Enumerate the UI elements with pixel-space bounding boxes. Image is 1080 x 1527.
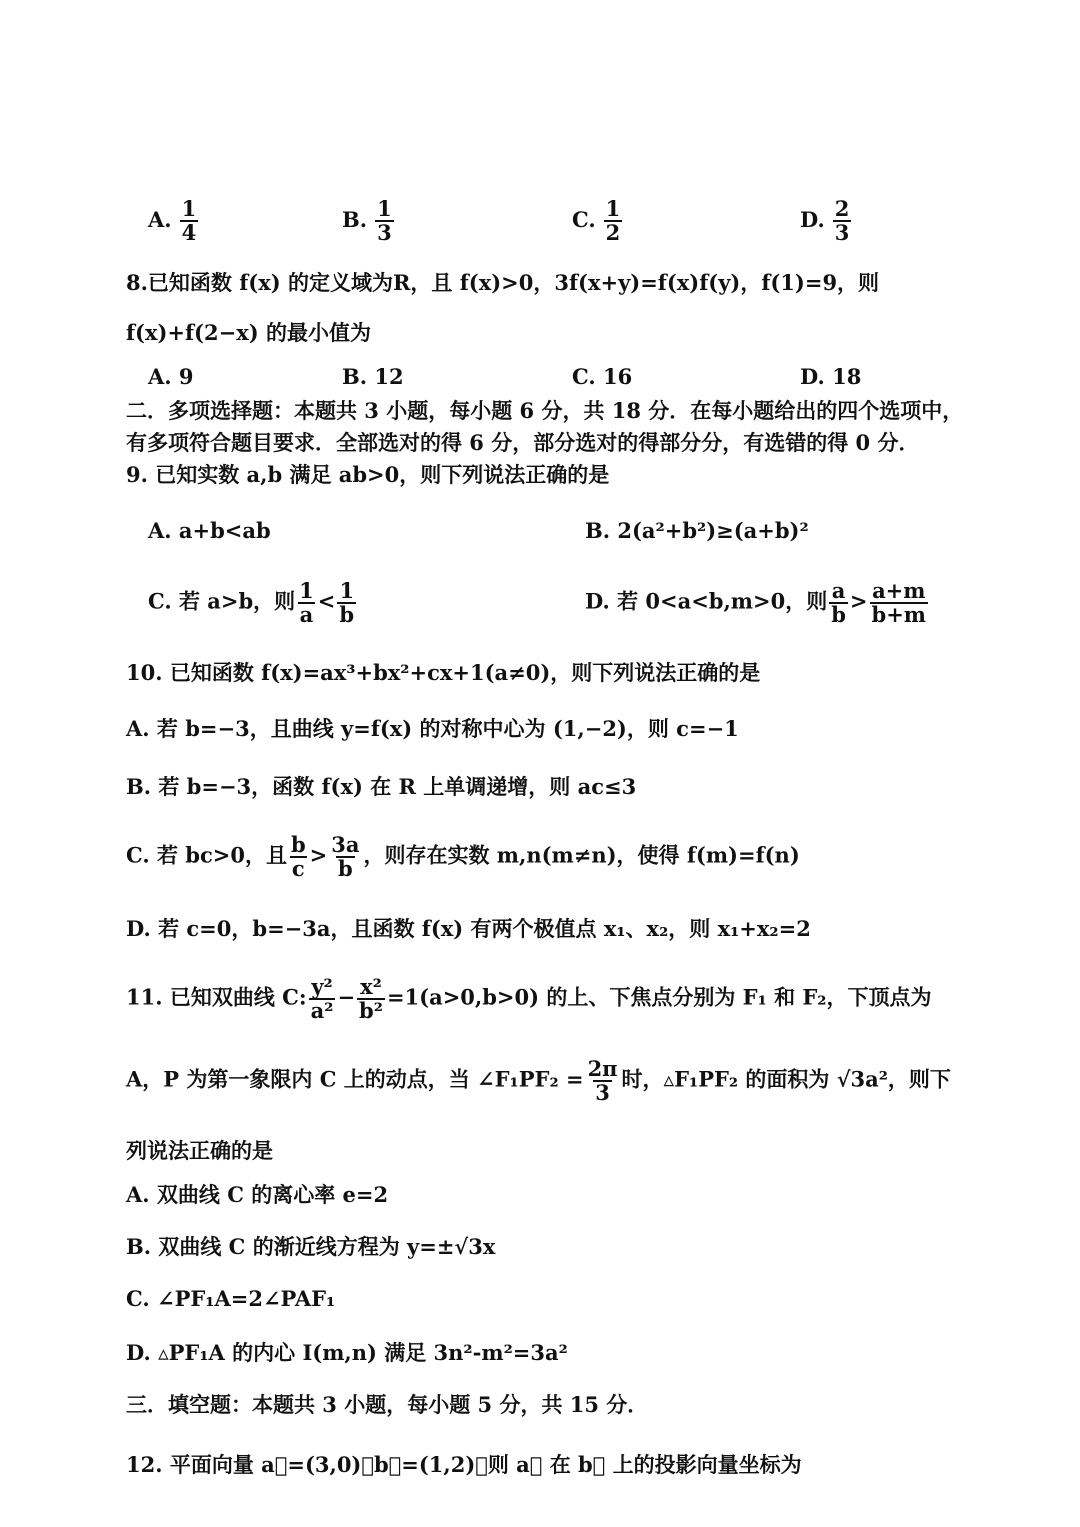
q11-option-d: D. ▵PF₁A 的内心 I(m,n) 满足 3n²-m²=3a²	[126, 1340, 568, 1365]
q8-option-b: B. 12	[342, 364, 404, 389]
q12-stem: 12. 平面向量 a⃗=(3,0)，b⃗=(1,2)，则 a⃗ 在 b⃗ 上的投影向量坐标为	[126, 1452, 802, 1477]
q8-option-a: A. 9	[148, 364, 194, 389]
q11-stem-line3: 列说法正确的是	[126, 1138, 273, 1163]
q10-option-d: D. 若 c=0，b=−3a，且函数 f(x) 有两个极值点 x₁、x₂，则 x₁+x₂=2	[126, 916, 811, 941]
q7-option-d: D. $\frac{2}{3}$	[800, 196, 850, 246]
q8-option-d: D. 18	[800, 364, 862, 389]
q8-stem-line1: 8.已知函数 f(x) 的定义域为R，且 f(x)>0，3f(x+y)=f(x)f(y)，f(1)=9，则	[126, 270, 880, 295]
fraction: $\frac{1}{a}$	[299, 578, 314, 628]
q10-option-c: C. 若 bc>0，且 $\frac{b}{c}$ > $\frac{3a}{b}$ ，则存在实数 m,n(m≠n)，使得 f(m)=f(n)	[126, 832, 800, 882]
fraction: $\frac{3a}{b}$	[331, 832, 360, 882]
fraction: $\frac{b}{c}$	[290, 832, 306, 882]
fraction: $\frac{a+m}{b+m}$	[871, 578, 927, 628]
q7-option-a: A. $\frac{1}{4}$	[148, 196, 197, 246]
q10-option-b: B. 若 b=−3，函数 f(x) 在 R 上单调递增，则 ac≤3	[126, 774, 637, 799]
q11-stem-line2: A，P 为第一象限内 C 上的动点，当 ∠F₁PF₂ = $\frac{2\pi}{3}$ 时，▵F₁PF₂ 的面积为 √3a²，则下	[126, 1056, 951, 1106]
q8-stem-line2: f(x)+f(2−x) 的最小值为	[126, 320, 371, 345]
fraction: $\frac{1}{3}$	[377, 196, 392, 246]
section3-heading: 三．填空题：本题共 3 小题，每小题 5 分，共 15 分．	[126, 1392, 649, 1417]
fraction: $\frac{1}{b}$	[339, 578, 355, 628]
q11-option-b: B. 双曲线 C 的渐近线方程为 y=±√3x	[126, 1234, 496, 1259]
fraction: $\frac{2\pi}{3}$	[587, 1056, 618, 1106]
fraction: $\frac{1}{2}$	[605, 196, 621, 246]
q11-option-c: C. ∠PF₁A=2∠PAF₁	[126, 1286, 336, 1311]
q9-stem: 9. 已知实数 a,b 满足 ab>0，则下列说法正确的是	[126, 462, 610, 487]
q11-stem-line1: 11. 已知双曲线 C: $\frac{\text{y²}}{\text{a²}}$ − $\frac{\text{x²}}{\text{b²}}$ =1(a>0,b>0) 的上、下焦点分别为 F₁ 和 F₂，下顶点为	[126, 974, 932, 1024]
fraction: $\frac{\text{x²}}{\text{b²}}$	[359, 974, 383, 1024]
q11-option-a: A. 双曲线 C 的离心率 e=2	[126, 1182, 389, 1207]
q10-option-a: A. 若 b=−3，且曲线 y=f(x) 的对称中心为 (1,−2)，则 c=−1	[126, 716, 739, 741]
fraction: $\frac{2}{3}$	[834, 196, 850, 246]
q9-option-b: B. 2(a²+b²)≥(a+b)²	[585, 518, 809, 543]
fraction: $\frac{\text{y²}}{\text{a²}}$	[310, 974, 334, 1024]
q9-option-a: A. a+b<ab	[148, 518, 271, 543]
q7-option-b: B. $\frac{1}{3}$	[342, 196, 392, 246]
q9-option-c: C. 若 a>b，则 $\frac{1}{a}$ < $\frac{1}{b}$	[148, 578, 355, 628]
q8-option-c: C. 16	[572, 364, 633, 389]
q9-option-d: D. 若 0<a<b,m>0，则 $\frac{a}{b}$ > $\frac{a+m}{b+m}$	[585, 578, 927, 628]
fraction: $\frac{1}{4}$	[181, 196, 197, 246]
q7-option-c: C. $\frac{1}{2}$	[572, 196, 621, 246]
q10-stem: 10. 已知函数 f(x)=ax³+bx²+cx+1(a≠0)，则下列说法正确的是	[126, 660, 761, 685]
fraction: $\frac{a}{b}$	[831, 578, 846, 628]
section2-heading-line1: 二．多项选择题：本题共 3 小题，每小题 6 分，共 18 分．在每小题给出的四个选项中，	[126, 398, 964, 423]
section2-heading-line2: 有多项符合题目要求．全部选对的得 6 分，部分选对的得部分分，有选错的得 0 分．	[126, 430, 920, 455]
